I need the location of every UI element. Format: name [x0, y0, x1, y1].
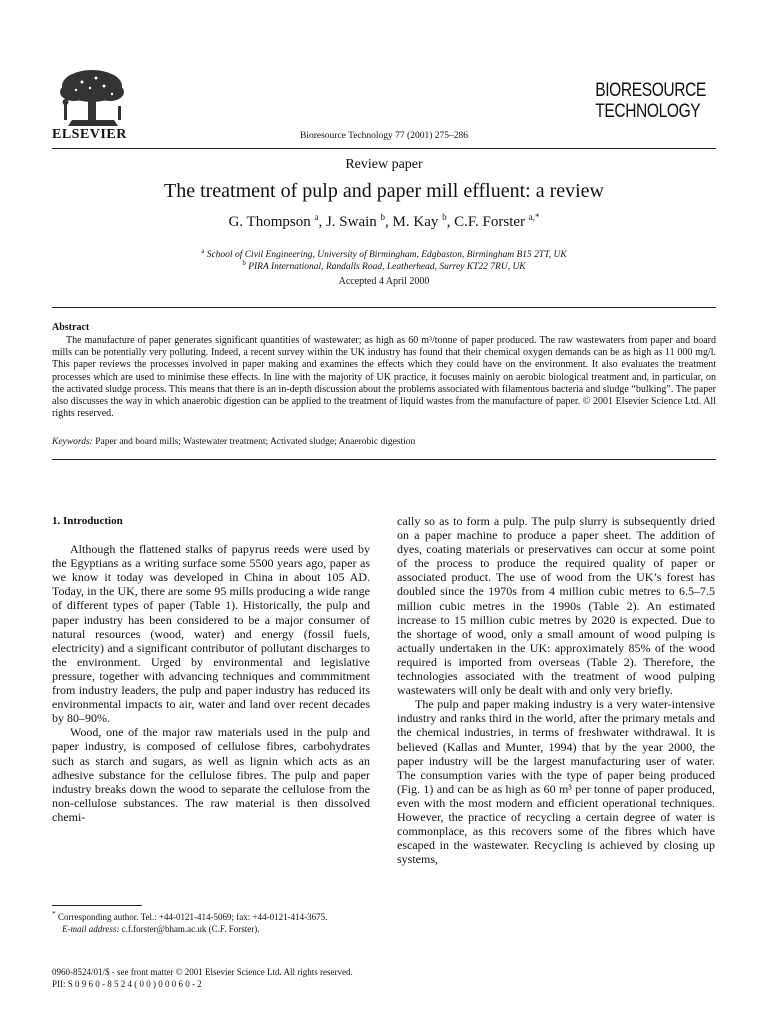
affiliation-text: PIRA International, Randalls Road, Leatherhead, Surrey KT22 7RU, UK: [248, 262, 526, 273]
article-title: The treatment of pulp and paper mill effluent: a review: [163, 180, 605, 202]
author-affil-marker: a,*: [528, 212, 540, 222]
left-column: [52, 514, 370, 824]
author-affil-marker: b: [380, 212, 386, 222]
copyright-line: 0960-8524/01/$ - see front matter © 2001 Elsevier Science Ltd. All rights reserved.: [52, 967, 353, 977]
journal-brand-line1: BIORESOURCE: [595, 80, 706, 101]
corresponding-author-text: Corresponding author. Tel.: +44-0121-414-5069; fax: +44-0121-414-3675.: [58, 912, 328, 922]
header-rule: [52, 148, 716, 149]
keywords-text: Paper and board mills; Wastewater treatment; Activated sludge; Anaerobic digestion: [95, 437, 416, 447]
corresponding-author: [52, 908, 370, 923]
footnote-rule: [52, 905, 142, 906]
paragraph: Wood, one of the major raw materials used in the pulp and paper industry, is composed of cellulose fibres, carbohydrates such as starch and sugars, as well as lignin which acts as an adhesive substance for the cellulose fibres. The pulp and paper industry breaks down the wood to separate the cellulose from the non-cellulose substances. The raw material is then dissolved chemi-: [52, 725, 370, 824]
page-footer: [52, 966, 353, 990]
author-name: J. Swain: [325, 214, 377, 230]
keywords: [52, 437, 716, 447]
pii-line: PII: S 0 9 6 0 - 8 5 2 4 ( 0 0 ) 0 0 0 6 0 - 2: [52, 979, 202, 989]
accepted-date: Accepted 4 April 2000: [338, 276, 430, 287]
affiliation-marker: b: [242, 259, 246, 267]
affiliation: [0, 257, 768, 274]
paragraph: The pulp and paper making industry is a very water-intensive industry and ranks third in the world, after the primary metals and the chemical industries, in terms of freshwater withdrawal. It is believed (Kallas and Munter, 1994) that by the year 2000, the paper industry will be the largest manufacturing user of water. The consumption varies with the type of paper being produced (Fig. 1) and can be as high as 60 m³ per tonne of paper produced, even with the most modern and efficient operational techniques. However, the practice of recycling a certain degree of water is commonplace, as this recovers some of the fibres which have escaped in the wastewater. Recycling is achieved by closing up systems,: [397, 697, 715, 867]
footnote-marker: *: [52, 909, 56, 918]
elsevier-tree-logo: [52, 66, 134, 128]
section-heading: 1. Introduction: [52, 515, 123, 527]
email-line: [52, 923, 370, 935]
author-affil-marker: b: [442, 212, 447, 222]
abstract-text: The manufacture of paper generates significant quantities of wastewater; as high as 60 m³/tonne of paper produced. The raw wastewaters from paper and board mills can be potentially very polluting. Indeed, a recent survey within the UK industry has found that their chemical oxygen demands can be as high as 11 000 mg/l. This paper reviews the processes involved in paper making and examines the effects which they could have on the environment. It also evaluates the treatment processes which are used to minimise these effects. In line with the majority of UK practice, it focuses mainly on aerobic biological treatment and, in particular, on the activated sludge process. This means that there is an in-depth discussion about the problems associated with filamentous bacteria and sludge “bulking”. The paper also discusses the way in which anaerobic digestion can be applied to the treatment of liquid wastes from the manufacture of paper. © 2001 Elsevier Science Ltd. All rights reserved.: [52, 335, 716, 420]
author-name: G. Thompson: [228, 214, 311, 230]
paragraph: cally so as to form a pulp. The pulp slurry is subsequently dried on a paper machine to produce a paper sheet. The addition of dyes, coating materials or preservatives can occur at some point of the process to produce the required quality of paper or associated product. The use of wood from the UK’s forest has doubled since the 1970s from 4 million cubic metres to 6.5–7.5 million cubic metres in the 1990s (Table 2). An estimated increase to 15 million cubic metres by 2020 is expected. Due to the shortage of wood, only a small amount of wood pulping is actually undertaken in the UK: approximately 85% of the wood required is imported from overseas (Table 2). Therefore, the technologies associated with the treatment of wood pulping wastewaters will only be dealt with and only very briefly.: [397, 514, 715, 698]
keywords-label: Keywords:: [52, 437, 93, 447]
author-affil-marker: a: [314, 212, 319, 222]
journal-reference: Bioresource Technology 77 (2001) 275–286: [299, 131, 469, 141]
author-name: M. Kay: [392, 214, 439, 230]
email-address[interactable]: c.f.forster@bham.ac.uk (C.F. Forster).: [121, 924, 260, 934]
abstract-bottom-rule: [52, 459, 716, 460]
abstract-heading: Abstract: [52, 322, 90, 333]
article-type: Review paper: [345, 157, 423, 172]
author-list: G. Thompson $^a$, J. Swain $^b$, M. Kay $^b$, C.F. Forster $^{a,*}$: [228, 212, 540, 230]
author-name: C.F. Forster: [454, 214, 526, 230]
footnote: [52, 908, 370, 935]
journal-brand: [595, 80, 706, 122]
affiliation-marker: a: [201, 247, 205, 255]
paragraph: Although the flattened stalks of papyrus reeds were used by the Egyptians as a writing surface some 5500 years ago, paper as we know it today was developed in China in about 105 AD. Today, in the UK, there are some 95 mills producing a wide range of different types of paper (Table 1). Historically, the pulp and paper industry has been considered to be a major consumer of natural resources (wood, water) and energy (fossil fuels, electricity) and a significant contributor of pollutant discharges to the environment. Urged by environmental and legislative pressure, together with advancing techniques and commmitment from industry leaders, the pulp and paper industry has reduced its environmental impacts to air, water and land over recent decades by 80–90%.: [52, 542, 370, 726]
affiliation-text: School of Civil Engineering, University of Birmingham, Edgbaston, Birmingham B15 2TT, UK: [206, 250, 567, 261]
journal-brand-line2: TECHNOLOGY: [595, 101, 701, 122]
publisher-name: ELSEVIER: [52, 127, 127, 142]
abstract-top-rule: [52, 307, 716, 308]
right-column: [397, 514, 715, 866]
email-label: E-mail address:: [62, 924, 120, 934]
